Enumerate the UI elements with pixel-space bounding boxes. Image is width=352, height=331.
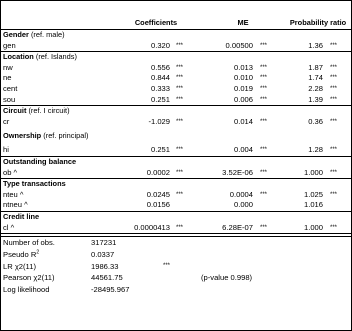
section-header-row xyxy=(1,106,351,117)
probability-ratio-value: 1.74 xyxy=(308,73,323,83)
section-title: Circuit xyxy=(3,106,27,116)
section-title: Ownership xyxy=(3,131,42,141)
coefficient-value: 0.333 xyxy=(150,83,170,93)
section-title: Outstanding balance xyxy=(3,156,77,166)
statistic-value: 317231 xyxy=(91,238,117,247)
me-significance: *** xyxy=(257,41,285,52)
statistic-label xyxy=(1,261,89,273)
table-row xyxy=(1,73,351,84)
section-reference: (ref. principal) xyxy=(43,131,89,141)
probability-ratio-value: 1.28 xyxy=(285,145,327,156)
probability-ratio-value: 1.000 xyxy=(285,223,327,234)
table-row xyxy=(1,190,351,201)
section-header-row xyxy=(1,127,351,145)
coefficient-value: 0.0002 xyxy=(111,168,173,179)
me-significance: *** xyxy=(257,95,285,106)
table-row xyxy=(1,168,351,179)
variable-name: ne xyxy=(3,73,12,83)
variable-name: sou xyxy=(1,95,111,106)
section-reference: (ref. Islands) xyxy=(35,52,77,62)
pr-significance: *** xyxy=(327,223,351,234)
header-probability-ratio: Probability ratio xyxy=(285,1,351,30)
me-value: 0.000 xyxy=(201,200,257,211)
me-significance: *** xyxy=(260,118,268,125)
variable-name: ob ^ xyxy=(1,168,111,179)
coefficient-value: -1.029 xyxy=(148,116,170,126)
coefficient-value: 0.320 xyxy=(111,41,173,52)
pr-significance: *** xyxy=(327,145,351,156)
section-label xyxy=(1,52,351,63)
probability-ratio-value: 1.000 xyxy=(285,168,327,179)
coefficient-value: 0.0000413 xyxy=(111,223,173,234)
pr-significance: *** xyxy=(327,41,351,52)
table-row xyxy=(1,84,351,95)
table-row xyxy=(1,223,351,234)
pr-significance: *** xyxy=(330,85,338,92)
me-value: 0.013 xyxy=(233,62,253,72)
statistic-row xyxy=(1,284,351,296)
me-significance: *** xyxy=(260,75,268,82)
me-value: 0.004 xyxy=(201,145,257,156)
coefficient-significance: *** xyxy=(173,145,201,156)
coefficient-significance: *** xyxy=(176,85,184,92)
probability-ratio-value: 1.36 xyxy=(285,41,327,52)
probability-ratio-value: 1.39 xyxy=(285,95,327,106)
statistic-significance xyxy=(163,237,195,249)
statistic-label-text: LR χ2(11) xyxy=(3,261,36,271)
pr-significance: *** xyxy=(330,191,338,198)
model-statistics xyxy=(1,236,351,296)
me-value: 0.010 xyxy=(233,73,253,83)
coefficient-significance: *** xyxy=(173,41,201,52)
section-reference: (ref. I circuit) xyxy=(28,106,70,116)
me-significance: *** xyxy=(257,223,285,234)
me-value: 0.019 xyxy=(233,83,253,93)
section-label xyxy=(1,179,351,190)
section-title: Location xyxy=(3,52,34,62)
me-significance: *** xyxy=(260,64,268,71)
statistic-row xyxy=(1,272,351,284)
statistic-value: 0.0337 xyxy=(91,249,115,259)
variable-name: nw xyxy=(3,62,13,72)
statistic-label-text: Pearson χ2(11) xyxy=(3,273,55,283)
coefficient-value: 0.556 xyxy=(150,62,170,72)
me-value: 0.014 xyxy=(233,116,253,126)
coefficients-table xyxy=(1,1,351,234)
coefficient-significance xyxy=(173,200,201,211)
variable-name: gen xyxy=(1,41,111,52)
statistic-label xyxy=(1,249,89,261)
statistic-row xyxy=(1,237,351,249)
statistic-label-text: Log likelihood xyxy=(3,285,50,295)
coefficient-significance: *** xyxy=(173,168,201,179)
statistic-significance xyxy=(163,249,195,261)
variable-name: nteu ^ xyxy=(3,189,24,199)
section-label xyxy=(1,127,351,145)
statistic-label xyxy=(1,237,89,249)
coefficient-significance: *** xyxy=(173,95,201,106)
probability-ratio-value: 2.28 xyxy=(308,83,323,93)
pr-significance: *** xyxy=(330,64,338,71)
statistic-significance xyxy=(163,284,195,296)
coefficient-value: 0.0156 xyxy=(111,200,173,211)
probability-ratio-value: 1.87 xyxy=(308,62,323,72)
table-header-row xyxy=(1,1,351,30)
me-value: 0.0004 xyxy=(229,189,253,199)
me-significance: *** xyxy=(257,145,285,156)
statistic-value: 1986.33 xyxy=(91,261,119,271)
section-label xyxy=(1,30,351,41)
coefficient-value: 0.0245 xyxy=(146,189,170,199)
table-row xyxy=(1,117,351,128)
pr-significance: *** xyxy=(330,118,338,125)
section-header-row xyxy=(1,52,351,63)
header-variable xyxy=(1,1,111,30)
me-value: 0.006 xyxy=(201,95,257,106)
statistic-label xyxy=(1,284,89,296)
section-header-row xyxy=(1,179,351,190)
section-header-row xyxy=(1,156,351,167)
variable-name: cent xyxy=(3,83,18,93)
probability-ratio-value: 1.025 xyxy=(303,189,323,199)
section-label xyxy=(1,106,351,117)
statistic-note xyxy=(195,249,351,261)
section-title: Credit line xyxy=(3,211,40,221)
coefficient-value: 0.251 xyxy=(111,95,173,106)
coefficient-significance: *** xyxy=(176,118,184,125)
section-label xyxy=(1,211,351,222)
section-header-row xyxy=(1,211,351,222)
me-significance xyxy=(257,200,285,211)
coefficient-significance: *** xyxy=(176,75,184,82)
statistic-label-text: Number of obs. xyxy=(3,238,55,247)
statistic-note xyxy=(195,237,351,249)
header-coefficients: Coefficients xyxy=(111,1,201,30)
pr-significance: *** xyxy=(330,75,338,82)
table-row xyxy=(1,41,351,52)
section-header-row xyxy=(1,30,351,41)
me-significance: *** xyxy=(257,168,285,179)
pr-significance: *** xyxy=(327,95,351,106)
statistic-row xyxy=(1,261,351,273)
probability-ratio-value: 1.016 xyxy=(285,200,327,211)
statistic-label xyxy=(1,272,89,284)
section-title: Type transactions xyxy=(3,179,66,189)
statistic-note xyxy=(195,261,351,273)
me-value: 0.00500 xyxy=(201,41,257,52)
coefficient-value: 0.251 xyxy=(111,145,173,156)
statistics-table xyxy=(1,237,351,296)
statistic-row xyxy=(1,249,351,261)
table-row xyxy=(1,200,351,211)
section-reference: (ref. male) xyxy=(30,30,65,39)
coefficient-significance: *** xyxy=(176,191,184,198)
coefficient-significance: *** xyxy=(173,223,201,234)
statistic-note xyxy=(195,284,351,296)
variable-name: hi xyxy=(1,145,111,156)
coefficient-significance: *** xyxy=(176,64,184,71)
statistic-value: -28495.967 xyxy=(91,285,130,295)
variable-name: cr xyxy=(3,116,10,126)
pr-significance xyxy=(327,200,351,211)
coefficient-value: 0.844 xyxy=(150,73,170,83)
me-value: 3.52E-06 xyxy=(201,168,257,179)
me-significance: *** xyxy=(260,85,268,92)
pr-significance: *** xyxy=(327,168,351,179)
statistic-note: (p-value 0.998) xyxy=(201,273,253,283)
table-row xyxy=(1,95,351,106)
statistic-significance xyxy=(163,272,195,284)
statistic-value: 44561.75 xyxy=(91,273,123,283)
variable-name: ntneu ^ xyxy=(1,200,111,211)
table-body xyxy=(1,30,351,234)
table-row xyxy=(1,145,351,156)
probability-ratio-value: 0.36 xyxy=(308,116,323,126)
section-label xyxy=(1,156,351,167)
statistic-significance: *** xyxy=(163,262,171,269)
statistic-label-text: Pseudo R xyxy=(3,249,37,259)
me-value: 6.28E-07 xyxy=(201,223,257,234)
me-significance: *** xyxy=(260,191,268,198)
section-title: Gender xyxy=(3,30,29,39)
variable-name: cl ^ xyxy=(1,223,111,234)
header-me: ME xyxy=(201,1,285,30)
table-row xyxy=(1,63,351,74)
statistic-superscript: 2 xyxy=(36,249,40,256)
